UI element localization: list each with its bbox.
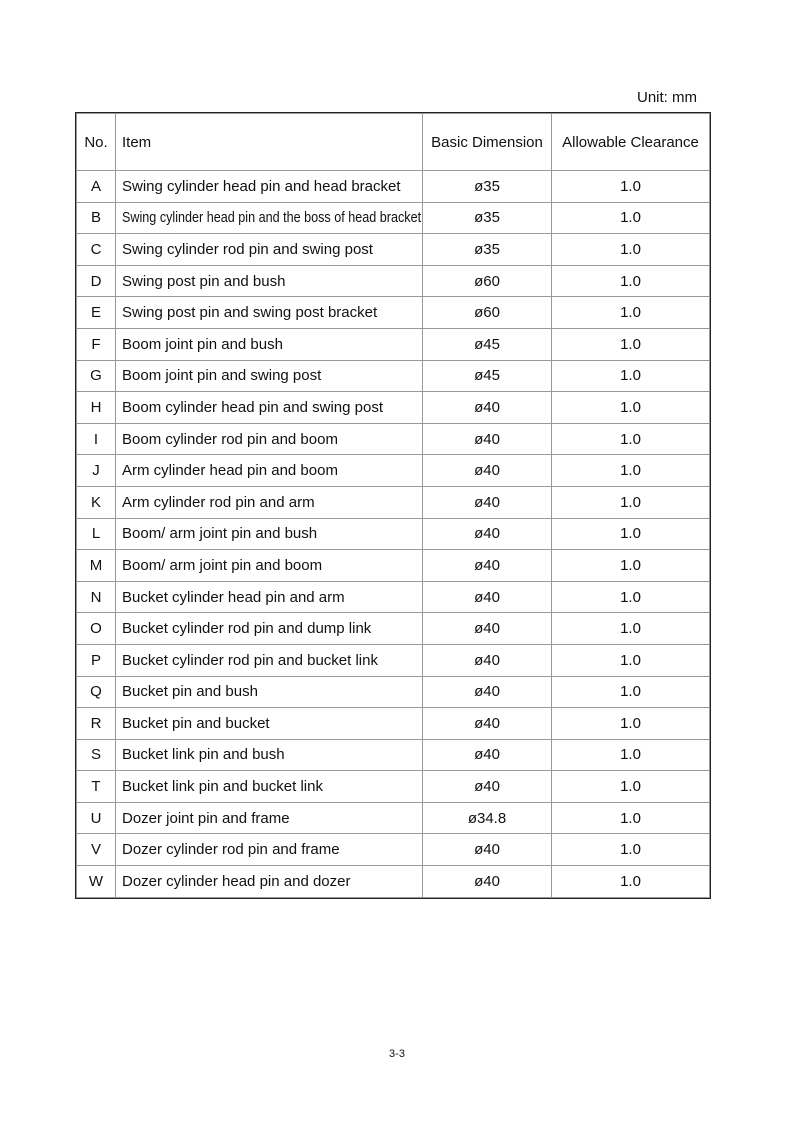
row-clearance: 1.0 bbox=[552, 550, 710, 582]
row-no: S bbox=[77, 739, 116, 771]
table-row bbox=[77, 202, 710, 234]
row-clearance: 1.0 bbox=[552, 202, 710, 234]
row-item: Bucket cylinder rod pin and bucket link bbox=[116, 644, 423, 676]
table-row bbox=[77, 771, 710, 803]
row-dimension: ø60 bbox=[423, 265, 552, 297]
row-item: Swing cylinder rod pin and swing post bbox=[116, 234, 423, 266]
row-item: Dozer joint pin and frame bbox=[116, 802, 423, 834]
row-dimension: ø40 bbox=[423, 866, 552, 898]
row-dimension: ø60 bbox=[423, 297, 552, 329]
row-item: Boom joint pin and swing post bbox=[116, 360, 423, 392]
row-item-text: Swing cylinder head pin and the boss of head bracket bbox=[122, 209, 422, 227]
row-no: L bbox=[77, 518, 116, 550]
row-no: T bbox=[77, 771, 116, 803]
row-dimension: ø40 bbox=[423, 550, 552, 582]
row-clearance: 1.0 bbox=[552, 644, 710, 676]
table-row bbox=[77, 644, 710, 676]
row-no: J bbox=[77, 455, 116, 487]
table-row bbox=[77, 392, 710, 424]
row-item: Bucket pin and bucket bbox=[116, 708, 423, 740]
header-no: No. bbox=[77, 114, 116, 171]
header-clearance: Allowable Clearance bbox=[552, 114, 710, 171]
table-header bbox=[77, 114, 710, 171]
row-no: G bbox=[77, 360, 116, 392]
row-no: W bbox=[77, 866, 116, 898]
row-dimension: ø34.8 bbox=[423, 802, 552, 834]
row-item: Dozer cylinder head pin and dozer bbox=[116, 866, 423, 898]
table-row bbox=[77, 866, 710, 898]
row-dimension: ø40 bbox=[423, 676, 552, 708]
table-row bbox=[77, 518, 710, 550]
row-dimension: ø40 bbox=[423, 739, 552, 771]
row-dimension: ø40 bbox=[423, 834, 552, 866]
row-clearance: 1.0 bbox=[552, 771, 710, 803]
row-dimension: ø40 bbox=[423, 613, 552, 645]
table-body bbox=[77, 171, 710, 898]
row-item: Bucket cylinder head pin and arm bbox=[116, 581, 423, 613]
row-dimension: ø40 bbox=[423, 518, 552, 550]
row-item: Arm cylinder rod pin and arm bbox=[116, 486, 423, 518]
row-dimension: ø35 bbox=[423, 234, 552, 266]
row-clearance: 1.0 bbox=[552, 455, 710, 487]
table-row bbox=[77, 581, 710, 613]
row-dimension: ø40 bbox=[423, 644, 552, 676]
row-no: B bbox=[77, 202, 116, 234]
table-row bbox=[77, 708, 710, 740]
row-dimension: ø40 bbox=[423, 771, 552, 803]
row-item: Arm cylinder head pin and boom bbox=[116, 455, 423, 487]
table-row bbox=[77, 739, 710, 771]
row-no: U bbox=[77, 802, 116, 834]
table-row bbox=[77, 550, 710, 582]
header-item: Item bbox=[116, 114, 423, 171]
table-row bbox=[77, 423, 710, 455]
row-dimension: ø40 bbox=[423, 392, 552, 424]
row-no: R bbox=[77, 708, 116, 740]
row-clearance: 1.0 bbox=[552, 518, 710, 550]
row-clearance: 1.0 bbox=[552, 392, 710, 424]
table-row bbox=[77, 328, 710, 360]
table-row bbox=[77, 486, 710, 518]
row-no: Q bbox=[77, 676, 116, 708]
table-row bbox=[77, 360, 710, 392]
row-clearance: 1.0 bbox=[552, 802, 710, 834]
row-item: Bucket pin and bush bbox=[116, 676, 423, 708]
row-no: M bbox=[77, 550, 116, 582]
row-clearance: 1.0 bbox=[552, 486, 710, 518]
row-no: F bbox=[77, 328, 116, 360]
row-dimension: ø45 bbox=[423, 360, 552, 392]
row-no: I bbox=[77, 423, 116, 455]
row-clearance: 1.0 bbox=[552, 834, 710, 866]
row-item: Bucket cylinder rod pin and dump link bbox=[116, 613, 423, 645]
row-no: E bbox=[77, 297, 116, 329]
row-dimension: ø45 bbox=[423, 328, 552, 360]
unit-label: Unit: mm bbox=[637, 89, 697, 106]
row-item: Swing cylinder head pin and head bracket bbox=[116, 171, 423, 203]
row-clearance: 1.0 bbox=[552, 423, 710, 455]
row-dimension: ø40 bbox=[423, 581, 552, 613]
table-row bbox=[77, 297, 710, 329]
clearance-table bbox=[76, 113, 710, 898]
row-dimension: ø35 bbox=[423, 171, 552, 203]
row-dimension: ø40 bbox=[423, 708, 552, 740]
row-item: Boom cylinder head pin and swing post bbox=[116, 392, 423, 424]
table-row bbox=[77, 613, 710, 645]
row-clearance: 1.0 bbox=[552, 328, 710, 360]
row-no: V bbox=[77, 834, 116, 866]
row-no: O bbox=[77, 613, 116, 645]
row-clearance: 1.0 bbox=[552, 708, 710, 740]
row-no: P bbox=[77, 644, 116, 676]
row-item: Dozer cylinder rod pin and frame bbox=[116, 834, 423, 866]
row-item: Swing post pin and swing post bracket bbox=[116, 297, 423, 329]
row-clearance: 1.0 bbox=[552, 866, 710, 898]
row-no: C bbox=[77, 234, 116, 266]
row-clearance: 1.0 bbox=[552, 739, 710, 771]
row-clearance: 1.0 bbox=[552, 581, 710, 613]
row-no: H bbox=[77, 392, 116, 424]
row-clearance: 1.0 bbox=[552, 234, 710, 266]
table-row bbox=[77, 676, 710, 708]
table-row bbox=[77, 234, 710, 266]
table-row bbox=[77, 265, 710, 297]
row-item bbox=[116, 202, 423, 234]
table-row bbox=[77, 834, 710, 866]
row-clearance: 1.0 bbox=[552, 171, 710, 203]
row-dimension: ø40 bbox=[423, 455, 552, 487]
header-row bbox=[77, 114, 710, 171]
row-item: Swing post pin and bush bbox=[116, 265, 423, 297]
row-dimension: ø40 bbox=[423, 423, 552, 455]
row-no: A bbox=[77, 171, 116, 203]
header-dimension: Basic Dimension bbox=[423, 114, 552, 171]
row-clearance: 1.0 bbox=[552, 360, 710, 392]
row-item: Bucket link pin and bucket link bbox=[116, 771, 423, 803]
table-row bbox=[77, 802, 710, 834]
row-clearance: 1.0 bbox=[552, 676, 710, 708]
row-item: Boom/ arm joint pin and bush bbox=[116, 518, 423, 550]
table-row bbox=[77, 171, 710, 203]
row-item: Bucket link pin and bush bbox=[116, 739, 423, 771]
page-number: 3-3 bbox=[389, 1048, 405, 1060]
row-item: Boom joint pin and bush bbox=[116, 328, 423, 360]
table-row bbox=[77, 455, 710, 487]
row-no: K bbox=[77, 486, 116, 518]
row-item: Boom cylinder rod pin and boom bbox=[116, 423, 423, 455]
row-dimension: ø40 bbox=[423, 486, 552, 518]
row-clearance: 1.0 bbox=[552, 265, 710, 297]
row-no: D bbox=[77, 265, 116, 297]
row-item: Boom/ arm joint pin and boom bbox=[116, 550, 423, 582]
row-no: N bbox=[77, 581, 116, 613]
row-clearance: 1.0 bbox=[552, 613, 710, 645]
row-dimension: ø35 bbox=[423, 202, 552, 234]
row-clearance: 1.0 bbox=[552, 297, 710, 329]
